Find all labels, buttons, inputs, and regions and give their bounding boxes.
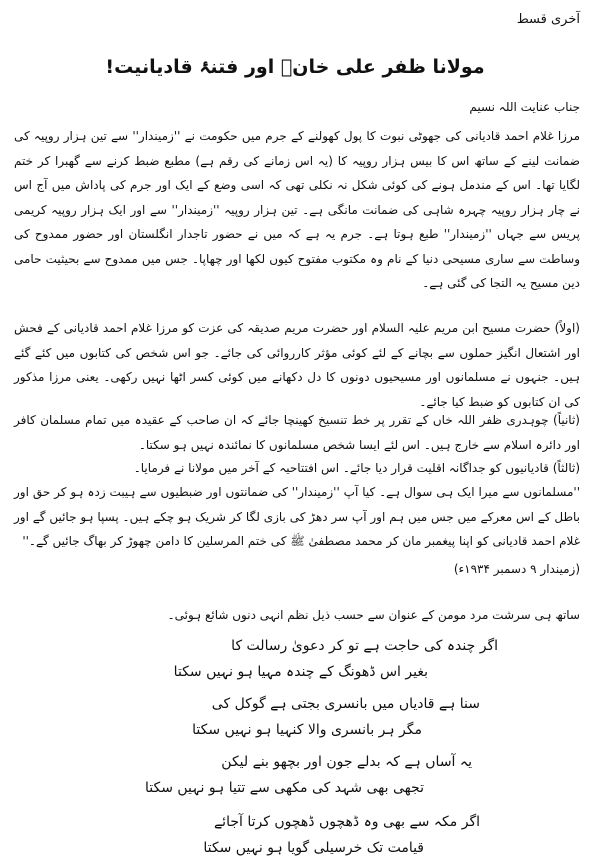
paragraph-2: (اولاً) حضرت مسیح ابن مریم علیہ السلام اور حضرت مریم صدیقہ کی عزت کو مرزا غلام احمد قادیانی کے فحش اور اشتعال انگیز حملوں سے بچانے کے لئے کوئی مؤثر کارروائی کی جائے۔ جو اس شخص کی کتابوں میں کئے گئے ہیں۔ جنہوں نے مسلمانوں اور مسیحیوں دونوں کا دل دکھانے میں کوئی کسر اٹھا نہیں رکھی۔ یعنی مرزا مذکور کی ان کتابوں کو ضبط کیا جائے۔ <box>14 321 580 409</box>
paragraph-5: ''مسلمانوں سے میرا ایک ہی سوال ہے۔ کیا آپ ''زمیندار'' کی ضمانتوں اور ضبطیوں سے ہیبت زدہ ہو کر حق اور باطل کے اس معرکے میں جس میں ہم اور آپ سر دھڑ کی بازی لگا کر شریک ہو چکے ہیں۔ پسپا ہو جائیں گے اور غلام احمد قادیانی کو اپنا پیغمبر مان کر محمد مصطفیٰ ﷺ کی ختم المرسلین کا دامن چھوڑ کر بھاگ جائیں گے۔'' <box>14 485 580 548</box>
paragraph-1: مرزا غلام احمد قادیانی کی جھوٹی نبوت کا پول کھولنے کے جرم میں حکومت نے ''زمیندار'' سے تین ہزار روپیہ کی ضمانت لینے کے ساتھ اس کا بیس ہزار روپیہ کا (یہ اس زمانے کی رقم ہے) مطبع ضبط کرنے سے گھبرا کر ختم لگایا تھا۔ اس کے مندمل ہونے کی کوئی شکل نہ نکلی تھی کہ اسی وضع کے ایک اور جرم کی پاداش میں آج اس نے چار ہزار روپیہ چہرہ شاہی کی ضمانت مانگی ہے۔ تین ہزار روپیہ ''زمیندار'' سے اور ایک ہزار روپیہ کریمی پریس سے جہاں ''زمیندار'' طبع ہوتا ہے۔ جرم یہ ہے کہ میں نے حضور تاجدار انگلستان اور حضور ممدوح کی وساطت سے ساری مسیحی دنیا کے نام وہ مکتوب مفتوح کیوں لکھا اور چھاپا۔ جس میں ممدوح سے بحیثیت حامی دین مسیح یہ التجا کی گئی ہے۔ <box>14 129 580 290</box>
verse-line-7: اگر مکہ سے بھی وہ ڈھچوں ڈھچوں کرتا آجائے <box>213 814 480 830</box>
citation: (زمیندار ۹ دسمبر ۱۹۳۴ء) <box>453 562 580 576</box>
verse-line-8: قیامت تک خرسیلی گویا ہو نہیں سکتا <box>203 840 424 856</box>
verse-line-4: مگر ہر بانسری والا کنہیا ہو نہیں سکتا <box>192 722 422 738</box>
series-label: آخری قسط <box>516 12 580 27</box>
paragraph-4: (ثالثاً) قادیانیوں کو جداگانہ اقلیت قرار دیا جائے۔ اس افتتاحیہ کے آخر میں مولانا نے فرمایا۔ <box>133 461 580 475</box>
verse-line-2: بغیر اس ڈھونگ کے چندہ مہیا ہو نہیں سکتا <box>173 664 428 680</box>
article-title: مولانا ظفر علی خانؒ اور فتنۂ قادیانیت! <box>105 56 485 78</box>
verse-line-1: اگر چندہ کی حاجت ہے تو کر دعویٰ رسالت کا <box>231 638 498 654</box>
verse-line-5: یہ آساں ہے کہ بدلے جون اور بچھو بنے لیکن <box>221 754 472 770</box>
author-byline: جناب عنایت اللہ نسیم <box>469 100 580 114</box>
verse-line-3: سنا ہے قادیاں میں بانسری بجتی ہے گوکل کی <box>211 696 480 712</box>
paragraph-3: (ثانیاً) چوہدری ظفر اللہ خاں کے تقرر پر خط تنسیخ کھینچا جائے کہ ان صاحب کے عقیدہ میں تمام مسلمان کافر اور دائرہ اسلام سے خارج ہیں۔ اس لئے ایسا شخص مسلمانوں کا نمائندہ نہیں ہو سکتا۔ <box>14 413 580 452</box>
verse-line-6: تجھی بھی شہد کی مکھی سے تتیا ہو نہیں سکتا <box>144 780 424 796</box>
poem-intro: ساتھ ہی سرشت مرد مومن کے عنوان سے حسب ذیل نظم انہی دنوں شائع ہوئی۔ <box>167 608 580 622</box>
